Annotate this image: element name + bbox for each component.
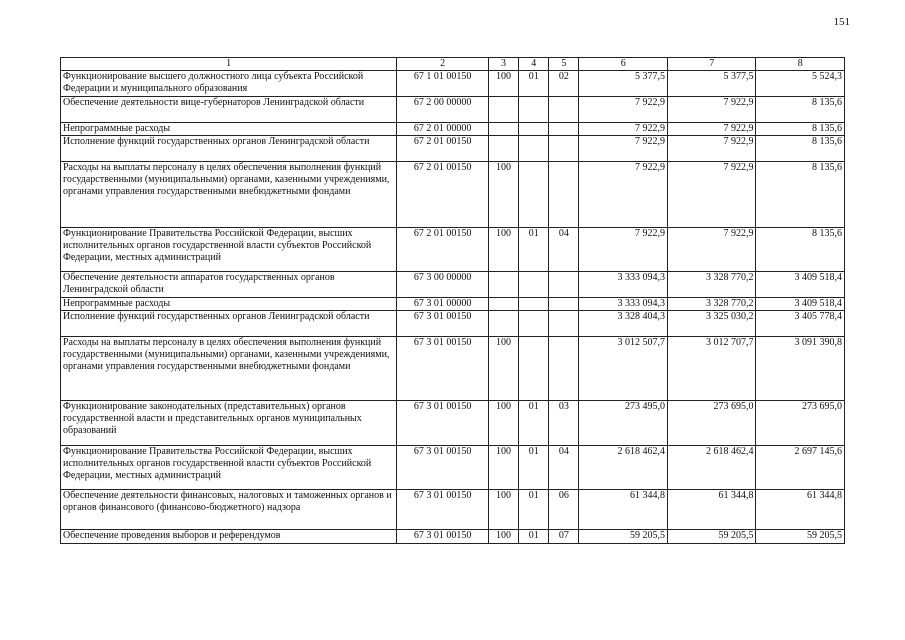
cell-c4 <box>519 123 549 136</box>
cell-c4: 01 <box>519 446 549 490</box>
row-name: Обеспечение проведения выборов и референдумов <box>61 530 397 544</box>
cell-c6: 61 344,8 <box>579 490 667 530</box>
budget-code: 67 3 01 00150 <box>397 401 489 446</box>
row-name: Исполнение функций государственных органов Ленинградской области <box>61 136 397 162</box>
cell-c8: 2 697 145,6 <box>756 446 845 490</box>
cell-c8: 3 409 518,4 <box>756 272 845 298</box>
cell-c3 <box>488 311 518 337</box>
cell-c4 <box>519 298 549 311</box>
cell-c8: 8 135,6 <box>756 162 845 228</box>
budget-code: 67 3 01 00150 <box>397 490 489 530</box>
cell-c7: 59 205,5 <box>667 530 755 544</box>
cell-c8: 8 135,6 <box>756 123 845 136</box>
cell-c5 <box>549 272 579 298</box>
budget-code: 67 3 00 00000 <box>397 272 489 298</box>
row-name: Функционирование высшего должностного лица субъекта Российской Федерации и муниципального образования <box>61 71 397 97</box>
cell-c3: 100 <box>488 446 518 490</box>
cell-c4 <box>519 162 549 228</box>
table-row <box>61 228 845 272</box>
budget-code: 67 3 01 00150 <box>397 446 489 490</box>
cell-c7: 7 922,9 <box>667 123 755 136</box>
budget-code: 67 2 01 00150 <box>397 162 489 228</box>
table-row <box>61 136 845 162</box>
cell-c3: 100 <box>488 162 518 228</box>
row-name: Расходы на выплаты персоналу в целях обеспечения выполнения функций государственными (муниципальными) органами, казенными учреждениями, органами управления государственными внебюджетными фондами <box>61 162 397 228</box>
cell-c5 <box>549 97 579 123</box>
cell-c6: 7 922,9 <box>579 123 667 136</box>
cell-c6: 59 205,5 <box>579 530 667 544</box>
cell-c6: 7 922,9 <box>579 97 667 123</box>
cell-c5 <box>549 162 579 228</box>
row-name: Обеспечение деятельности вице-губернаторов Ленинградской области <box>61 97 397 123</box>
cell-c7: 7 922,9 <box>667 228 755 272</box>
cell-c3: 100 <box>488 228 518 272</box>
cell-c6: 7 922,9 <box>579 162 667 228</box>
table-row <box>61 97 845 123</box>
row-name: Непрограммные расходы <box>61 298 397 311</box>
cell-c5 <box>549 136 579 162</box>
cell-c6: 3 333 094,3 <box>579 298 667 311</box>
column-header: 7 <box>667 58 755 71</box>
cell-c3 <box>488 272 518 298</box>
cell-c4 <box>519 337 549 401</box>
cell-c7: 2 618 462,4 <box>667 446 755 490</box>
cell-c5 <box>549 311 579 337</box>
cell-c7: 3 325 030,2 <box>667 311 755 337</box>
cell-c4 <box>519 136 549 162</box>
cell-c6: 2 618 462,4 <box>579 446 667 490</box>
cell-c4 <box>519 97 549 123</box>
cell-c5: 04 <box>549 228 579 272</box>
cell-c5: 06 <box>549 490 579 530</box>
column-header: 1 <box>61 58 397 71</box>
cell-c4: 01 <box>519 71 549 97</box>
cell-c3: 100 <box>488 490 518 530</box>
header-row <box>61 58 845 71</box>
cell-c6: 7 922,9 <box>579 228 667 272</box>
cell-c3 <box>488 123 518 136</box>
table-row <box>61 123 845 136</box>
budget-code: 67 2 01 00000 <box>397 123 489 136</box>
column-header: 5 <box>549 58 579 71</box>
cell-c8: 8 135,6 <box>756 228 845 272</box>
budget-code: 67 2 01 00150 <box>397 228 489 272</box>
cell-c3 <box>488 97 518 123</box>
table-row <box>61 311 845 337</box>
cell-c6: 3 328 404,3 <box>579 311 667 337</box>
cell-c8: 8 135,6 <box>756 136 845 162</box>
cell-c7: 273 695,0 <box>667 401 755 446</box>
cell-c7: 7 922,9 <box>667 136 755 162</box>
budget-table <box>60 57 845 544</box>
cell-c8: 3 405 778,4 <box>756 311 845 337</box>
column-header: 2 <box>397 58 489 71</box>
table-row <box>61 490 845 530</box>
cell-c7: 5 377,5 <box>667 71 755 97</box>
cell-c7: 61 344,8 <box>667 490 755 530</box>
row-name: Исполнение функций государственных органов Ленинградской области <box>61 311 397 337</box>
cell-c5 <box>549 337 579 401</box>
table-row <box>61 401 845 446</box>
cell-c8: 59 205,5 <box>756 530 845 544</box>
column-header: 4 <box>519 58 549 71</box>
cell-c8: 5 524,3 <box>756 71 845 97</box>
row-name: Непрограммные расходы <box>61 123 397 136</box>
column-header: 6 <box>579 58 667 71</box>
cell-c4: 01 <box>519 490 549 530</box>
cell-c5 <box>549 298 579 311</box>
cell-c3 <box>488 298 518 311</box>
table-row <box>61 162 845 228</box>
cell-c6: 3 012 507,7 <box>579 337 667 401</box>
cell-c3: 100 <box>488 71 518 97</box>
page-number: 151 <box>833 16 850 28</box>
budget-code: 67 3 01 00150 <box>397 337 489 401</box>
budget-code: 67 3 01 00150 <box>397 311 489 337</box>
row-name: Обеспечение деятельности финансовых, налоговых и таможенных органов и органов финансового (финансово-бюджетного) надзора <box>61 490 397 530</box>
cell-c7: 7 922,9 <box>667 97 755 123</box>
table-row <box>61 530 845 544</box>
budget-code: 67 2 00 00000 <box>397 97 489 123</box>
cell-c3: 100 <box>488 530 518 544</box>
cell-c4 <box>519 272 549 298</box>
cell-c4: 01 <box>519 530 549 544</box>
table-row <box>61 71 845 97</box>
cell-c5: 07 <box>549 530 579 544</box>
row-name: Функционирование Правительства Российской Федерации, высших исполнительных органов государственной власти субъектов Российской Федерации, местных администраций <box>61 446 397 490</box>
budget-code: 67 3 01 00000 <box>397 298 489 311</box>
cell-c5 <box>549 123 579 136</box>
cell-c7: 3 328 770,2 <box>667 298 755 311</box>
cell-c5: 04 <box>549 446 579 490</box>
column-header: 3 <box>488 58 518 71</box>
budget-code: 67 3 01 00150 <box>397 530 489 544</box>
cell-c8: 61 344,8 <box>756 490 845 530</box>
cell-c6: 3 333 094,3 <box>579 272 667 298</box>
cell-c4 <box>519 311 549 337</box>
cell-c5: 02 <box>549 71 579 97</box>
cell-c6: 7 922,9 <box>579 136 667 162</box>
cell-c6: 5 377,5 <box>579 71 667 97</box>
cell-c8: 3 091 390,8 <box>756 337 845 401</box>
budget-code: 67 2 01 00150 <box>397 136 489 162</box>
cell-c3: 100 <box>488 337 518 401</box>
cell-c3 <box>488 136 518 162</box>
column-header: 8 <box>756 58 845 71</box>
row-name: Обеспечение деятельности аппаратов государственных органов Ленинградской области <box>61 272 397 298</box>
cell-c6: 273 495,0 <box>579 401 667 446</box>
table-row <box>61 272 845 298</box>
cell-c7: 7 922,9 <box>667 162 755 228</box>
cell-c7: 3 328 770,2 <box>667 272 755 298</box>
cell-c5: 03 <box>549 401 579 446</box>
cell-c8: 3 409 518,4 <box>756 298 845 311</box>
table-row <box>61 298 845 311</box>
cell-c8: 273 695,0 <box>756 401 845 446</box>
row-name: Функционирование законодательных (представительных) органов государственной власти и представительных органов муниципальных образований <box>61 401 397 446</box>
row-name: Расходы на выплаты персоналу в целях обеспечения выполнения функций государственными (муниципальными) органами, казенными учреждениями, органами управления государственными внебюджетными фондами <box>61 337 397 401</box>
table-row <box>61 446 845 490</box>
cell-c3: 100 <box>488 401 518 446</box>
cell-c7: 3 012 707,7 <box>667 337 755 401</box>
cell-c8: 8 135,6 <box>756 97 845 123</box>
row-name: Функционирование Правительства Российской Федерации, высших исполнительных органов государственной власти субъектов Российской Федерации, местных администраций <box>61 228 397 272</box>
budget-code: 67 1 01 00150 <box>397 71 489 97</box>
cell-c4: 01 <box>519 228 549 272</box>
cell-c4: 01 <box>519 401 549 446</box>
table-row <box>61 337 845 401</box>
